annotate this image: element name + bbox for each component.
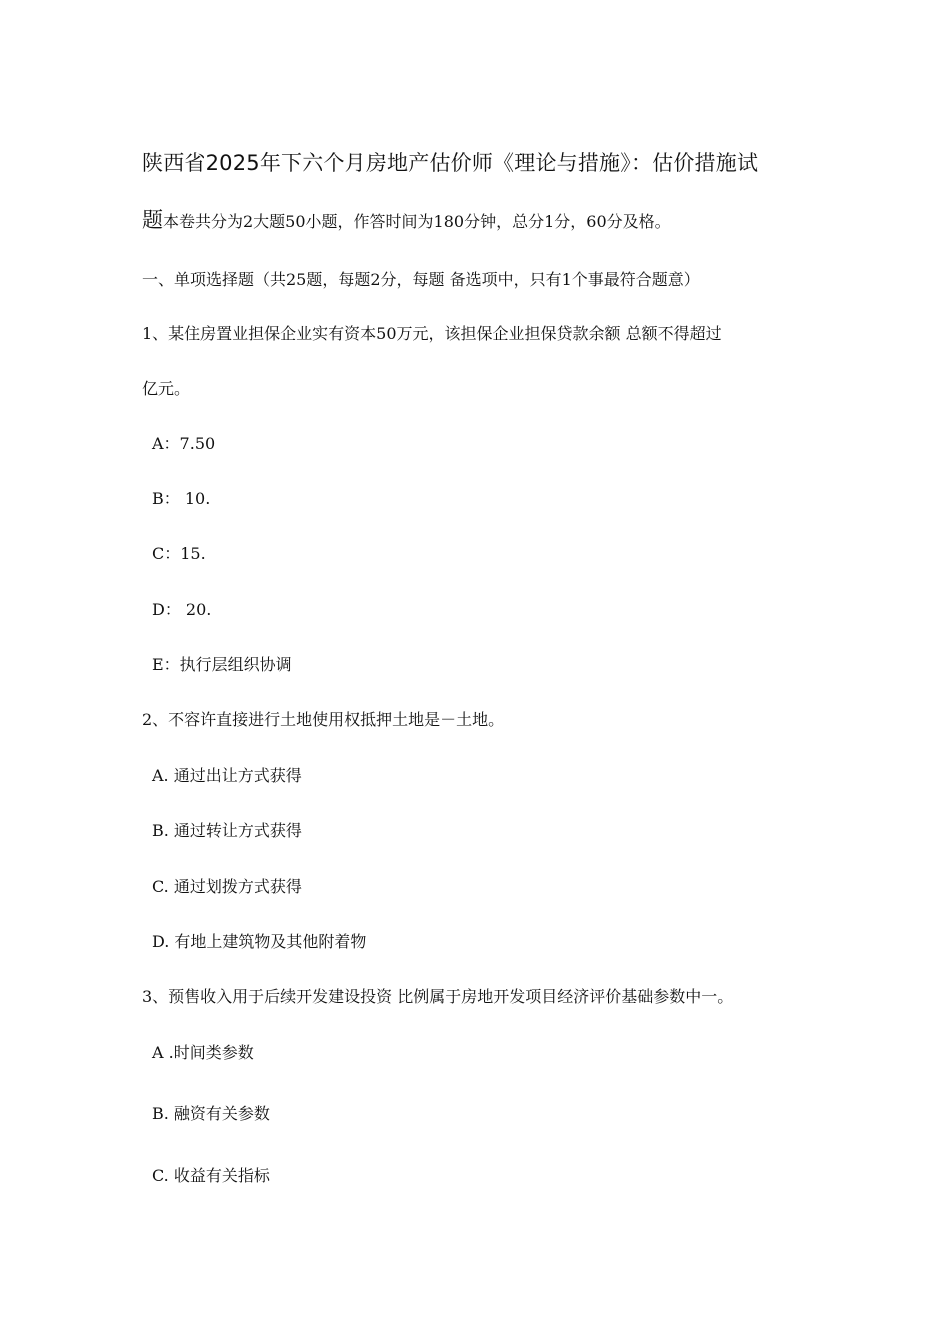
question-1-option-a: A：7.50 [152,434,216,453]
question-3-stem: 3、预售收入用于后续开发建设投资 比例属于房地开发项目经济评价基础参数中一。 [142,987,734,1006]
question-2-option-d: D. 有地上建筑物及其他附着物 [152,932,367,951]
question-1-stem: 1、某住房置业担保企业实有资本50万元，该担保企业担保贷款余额 总额不得超过 [142,324,722,343]
question-2-stem: 2、不容许直接进行土地使用权抵押土地是－土地。 [142,710,505,729]
question-3-option-c: C. 收益有关指标 [152,1166,270,1185]
exam-info: 本卷共分为2大题50小题，作答时间为180分钟，总分1分，60分及格。 [163,212,671,231]
section-heading: 一、单项选择题（共25题，每题2分，每题 备选项中，只有1个事最符合题意） [142,270,700,289]
question-2-option-b: B. 通过转让方式获得 [152,821,302,840]
question-3-option-a: A .时间类参数 [152,1043,254,1062]
question-1-option-d: D： 20. [152,600,212,619]
question-1-option-e: E：执行层组织协调 [152,655,292,674]
question-2-option-c: C. 通过划拨方式获得 [152,877,302,896]
title-continuation: 题 [142,208,163,232]
question-1-option-c: C：15. [152,544,206,563]
question-2-option-a: A. 通过出让方式获得 [152,766,302,785]
question-1-option-b: B： 10. [152,489,211,508]
document-title: 陕西省2025年下六个月房地产估价师《理论与措施》：估价措施试 [142,151,759,175]
question-3-option-b: B. 融资有关参数 [152,1104,270,1123]
question-1-stem-continued: 亿元。 [142,379,191,398]
title-continuation-and-exam-info [142,210,671,232]
